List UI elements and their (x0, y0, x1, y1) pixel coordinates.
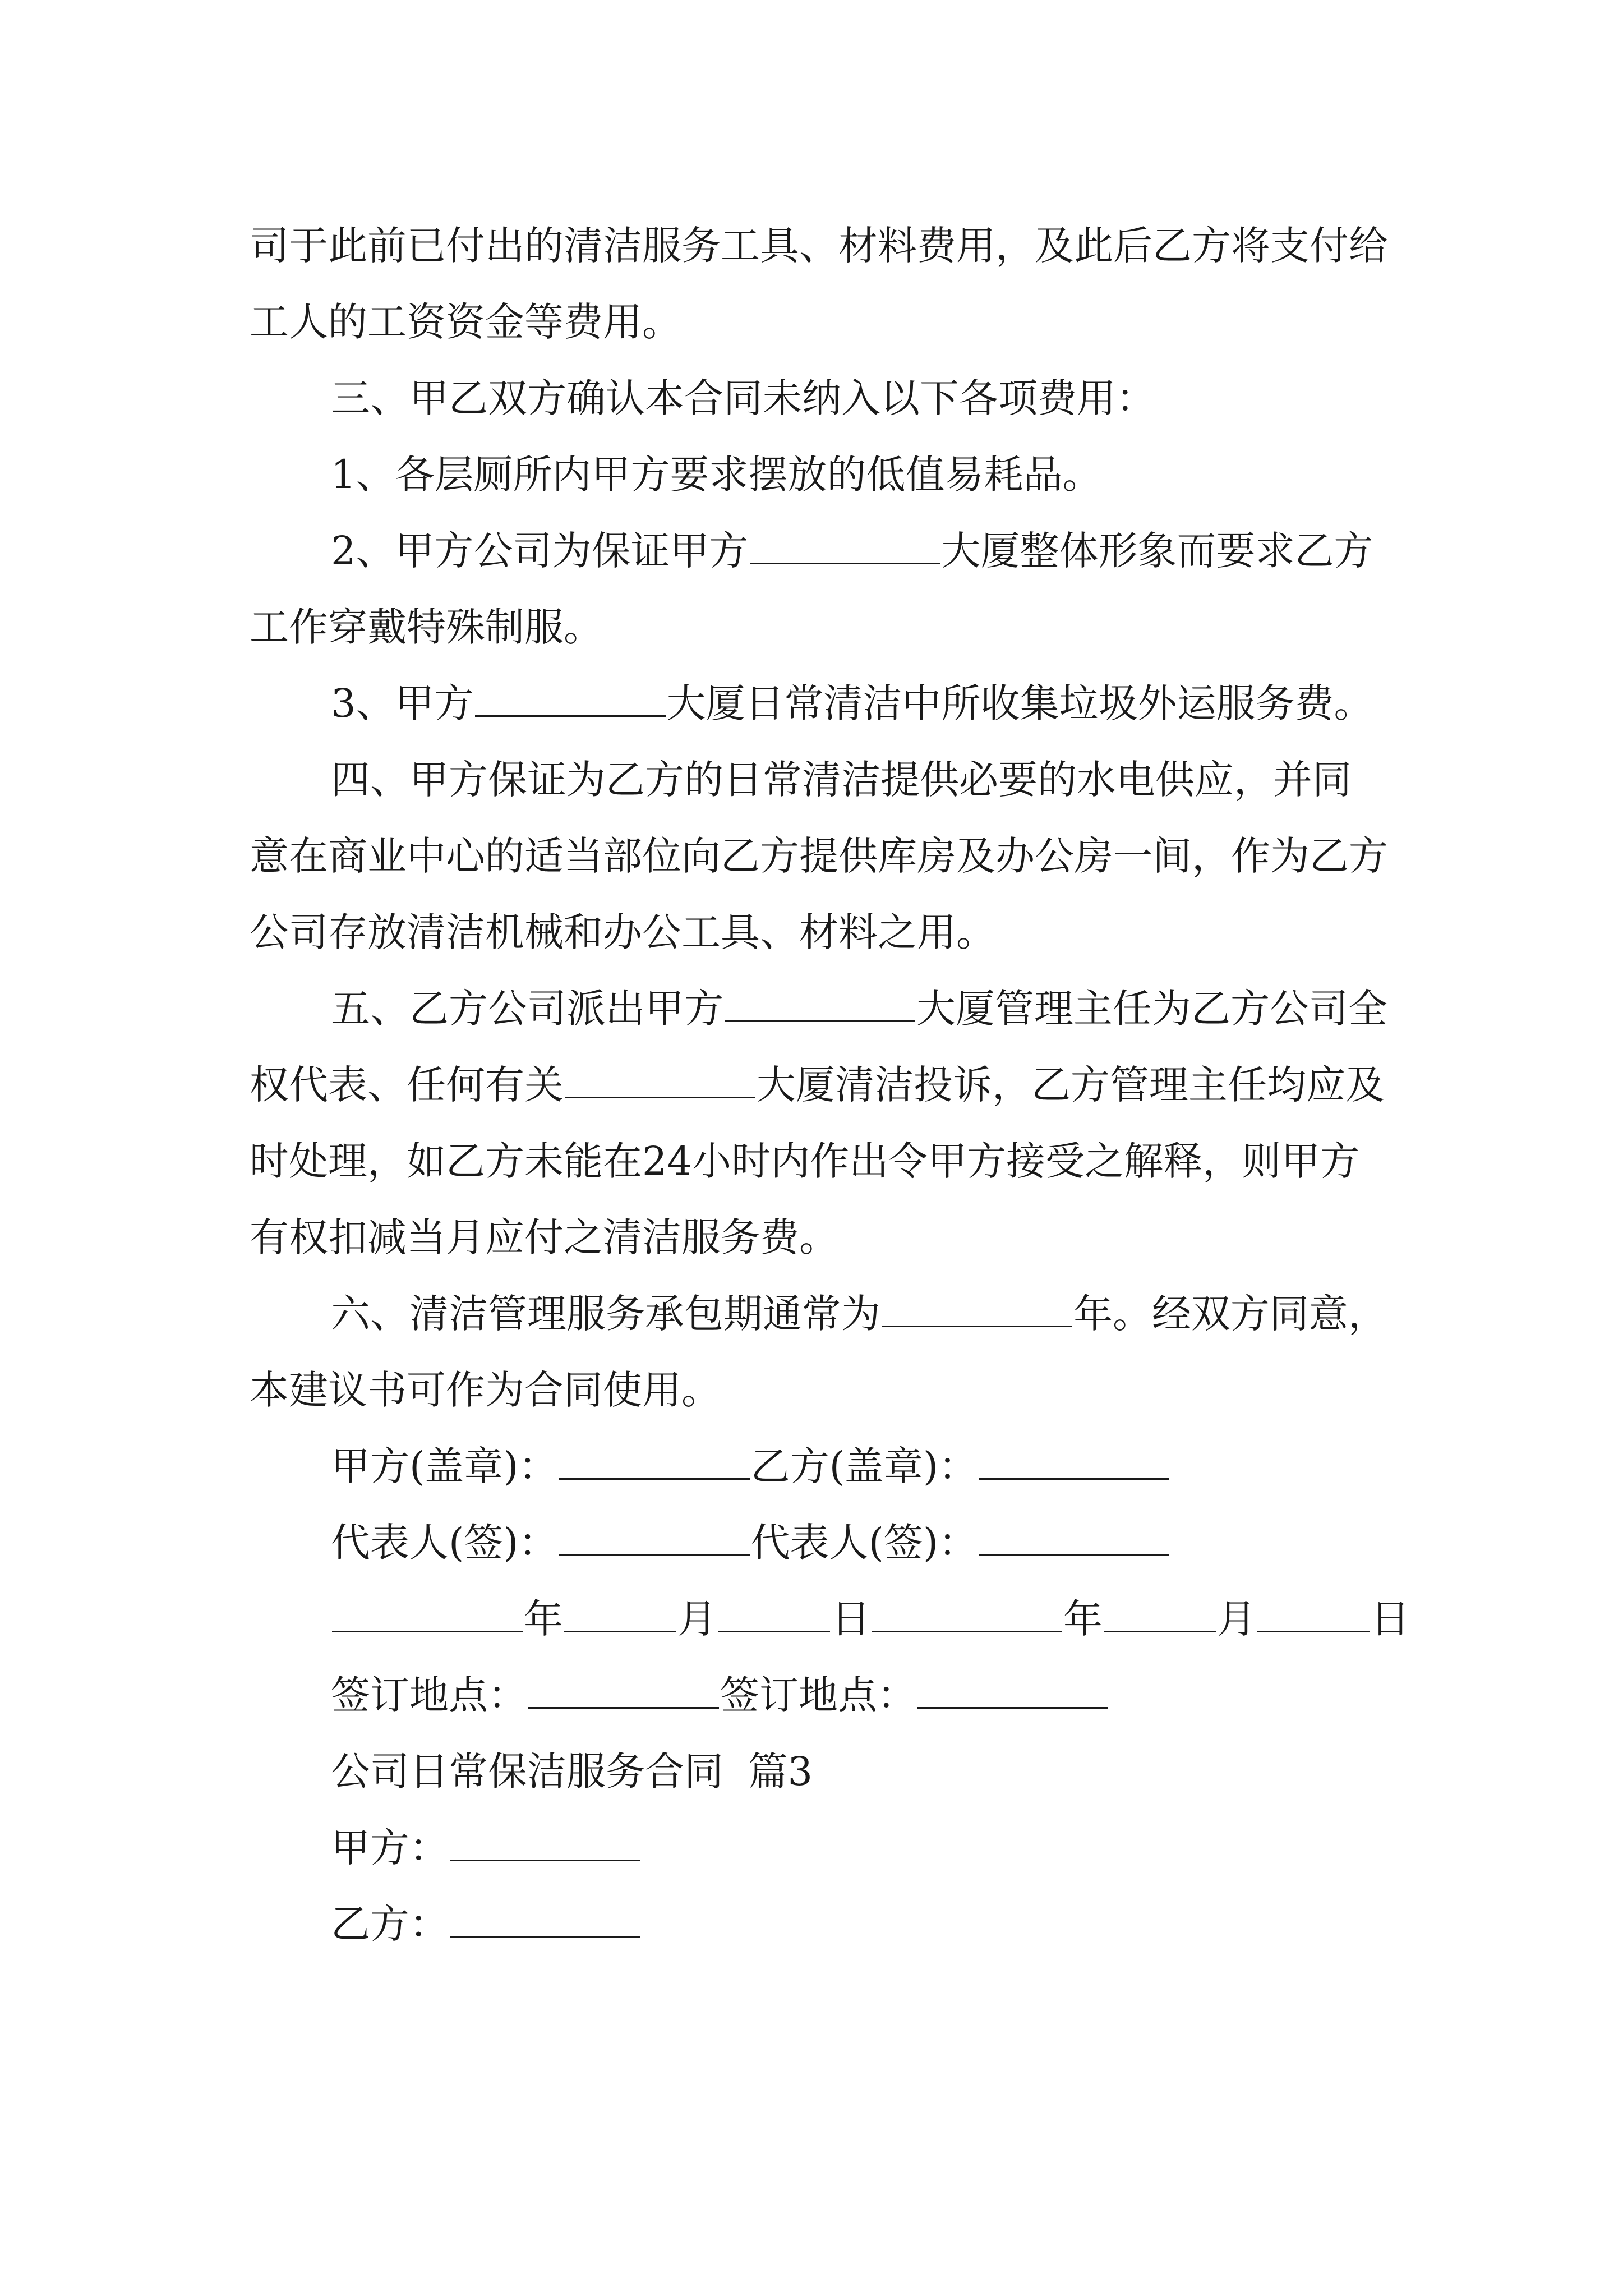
blank-day-a (718, 1595, 830, 1632)
item-3-text-b: 大厦日常清洁中所收集垃圾外运服务费。 (666, 680, 1373, 726)
item-3-text-a: 3、甲方 (331, 680, 474, 726)
section-3-title: 公司日常保洁服务合同 篇3 (331, 1749, 813, 1795)
section-3-party-b-line (250, 1886, 1388, 1962)
blank-day-b (1257, 1595, 1370, 1632)
section-3-party-b-label: 乙方： (331, 1901, 449, 1947)
blank-month-b (1104, 1595, 1216, 1632)
blank-contract-years (882, 1290, 1072, 1327)
article-5-text-b: 大厦管理主任为乙方公司全权代表、任何有关 (250, 986, 1387, 1108)
blank-building-name (565, 1061, 755, 1098)
blank-year-b (872, 1595, 1062, 1632)
paragraph-item-3 (250, 665, 1388, 742)
item-2-text-a: 2、甲方公司为保证甲方 (331, 528, 749, 574)
blank-rep-b (979, 1519, 1169, 1556)
article-5-text-c: 大厦清洁投诉，乙方管理主任均应及时处理，如乙方未能在24小时内作出令甲方接受之解释，则甲方有权扣减当月应付之清洁服务费。 (250, 1062, 1385, 1260)
signature-representative-line (250, 1504, 1388, 1581)
signature-date-line (250, 1581, 1410, 1657)
blank-rep-a (559, 1519, 750, 1556)
paragraph-article-5 (250, 970, 1388, 1276)
blank-building-name (475, 680, 666, 717)
blank-section-3-party-a (450, 1824, 640, 1861)
place-a-label: 签订地点： (331, 1672, 527, 1718)
paragraph-continued-costs: 司于此前已付出的清洁服务工具、材料费用，及此后乙方将支付给工人的工资资金等费用。 (250, 223, 1388, 345)
paragraph-article-6 (250, 1276, 1388, 1428)
day-label-b: 日 (1371, 1596, 1410, 1642)
month-label-a: 月 (677, 1596, 717, 1642)
section-3-party-a-label: 甲方： (331, 1825, 449, 1871)
place-b-label: 签订地点： (720, 1672, 916, 1718)
signature-seal-line (250, 1428, 1388, 1504)
blank-section-3-party-b (450, 1901, 640, 1938)
year-label-b: 年 (1063, 1596, 1103, 1642)
rep-a-label: 代表人(签)： (331, 1520, 558, 1566)
contract-text (250, 208, 1410, 1962)
blank-place-b (917, 1672, 1108, 1709)
year-label-a: 年 (524, 1596, 563, 1642)
paragraph-article-3: 三、甲乙双方确认本合同未纳入以下各项费用： (331, 375, 1155, 421)
month-label-b: 月 (1217, 1596, 1256, 1642)
paragraph-article-4: 四、甲方保证为乙方的日常清洁提供必要的水电供应，并同意在商业中心的适当部位向乙方提供库房及办公房一间，作为乙方公司存放清洁机械和办公工具、材料之用。 (250, 757, 1388, 955)
blank-party-b-seal (979, 1443, 1169, 1480)
blank-year-a (332, 1595, 523, 1632)
party-a-seal-label: 甲方(盖章)： (331, 1443, 558, 1489)
paragraph-item-2 (250, 513, 1388, 665)
section-3-party-a-line (250, 1810, 1388, 1886)
party-b-seal-label: 乙方(盖章)： (750, 1443, 978, 1489)
signature-place-line (250, 1657, 1388, 1733)
article-5-text-a: 五、乙方公司派出甲方 (331, 986, 723, 1032)
blank-building-name (750, 527, 940, 564)
day-label-a: 日 (831, 1596, 870, 1642)
paragraph-item-1: 1、各层厕所内甲方要求摆放的低值易耗品。 (331, 452, 1102, 498)
blank-month-a (564, 1595, 676, 1632)
rep-b-label: 代表人(签)： (750, 1520, 978, 1566)
item-2-text-b: 大厦整体形象而要求乙方工作穿戴特殊制服。 (250, 528, 1373, 650)
article-6-text-a: 六、清洁管理服务承包期通常为 (331, 1291, 880, 1337)
blank-building-name (725, 985, 915, 1022)
blank-place-a (528, 1672, 719, 1709)
article-6-text-b: 年。经双方同意，本建议书可作为合同使用。 (250, 1291, 1387, 1413)
blank-party-a-seal (559, 1443, 750, 1480)
